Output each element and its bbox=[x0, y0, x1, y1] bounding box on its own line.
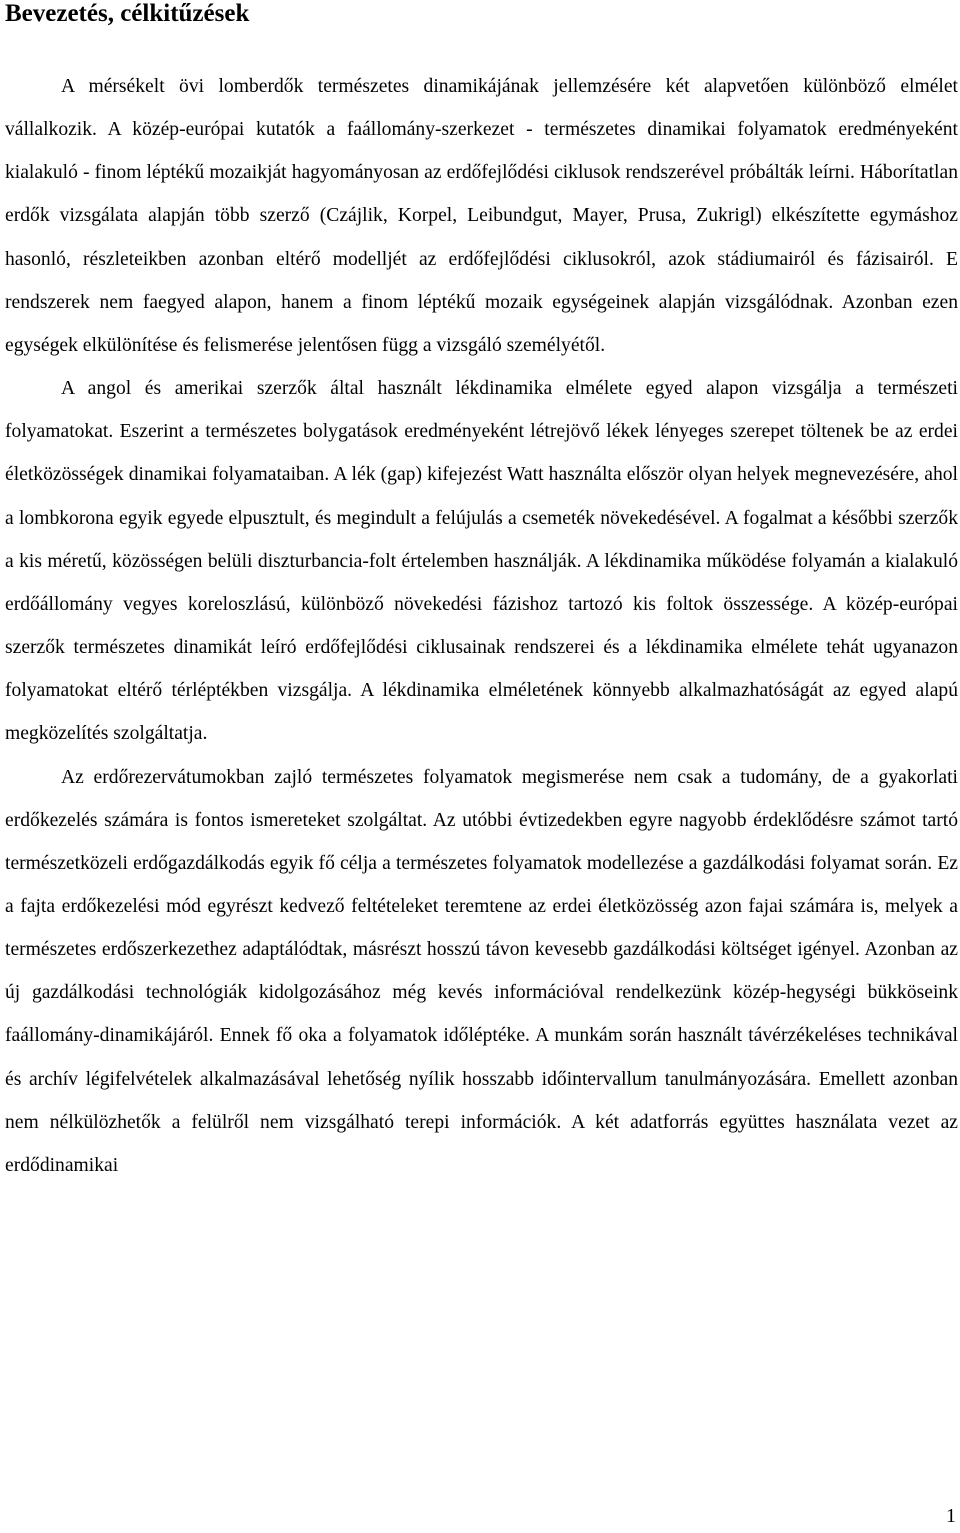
paragraph-forest-reserves: Az erdőrezervátumokban zajló természetes folyamatok megismerése nem csak a tudomány, de a gyakorlati erdőkezelés számára is fontos ismereteket szolgáltat. Az utóbbi évtizedekben egyre nagyobb érdeklődésre számot tartó természetközeli erdőgazdálkodás egyik fő célja a természetes folyamatok modellezése a gazdálkodási folyamat során. Ez a fajta erdőkezelési mód egyrészt kedvező feltételeket teremtene az erdei életközösség azon fajai számára is, melyek a természetes erdőszerkezethez adaptálódtak, másrészt hosszú távon kevesebb gazdálkodási költséget igényel. Azonban az új gazdálkodási technológiák kidolgozásához még kevés információval rendelkezünk közép-hegységi bükköseink faállomány-dinamikájáról. Ennek fő oka a folyamatok időléptéke. A munkám során használt távérzékeléses technikával és archív légifelvételek alkalmazásával lehetőség nyílik hosszabb időintervallum tanulmányozására. Emellett azonban nem nélkülözhetők a felülről nem vizsgálható terepi információk. A két adatforrás együttes használata vezet az erdődinamikai bbox=[5, 766, 958, 1176]
paragraph-intro-theories: A mérsékelt övi lomberdők természetes dinamikájának jellemzésére két alapvetően különböző elmélet vállalkozik. A közép-európai kutatók a faállomány-szerkezet - természetes dinamikai folyamatok eredményeként kialakuló - finom léptékű mozaikját hagyományosan az erdőfejlődési ciklusok rendszerével próbálták leírni. Háborítatlan erdők vizsgálata alapján több szerző (Czájlik, Korpel, Leibundgut, Mayer, Prusa, Zukrigl) elkészítette egymáshoz hasonló, részleteikben azonban eltérő modelljét az erdőfejlődési ciklusokról, azok stádiumairól és fázisairól. E rendszerek nem faegyed alapon, hanem a finom léptékű mozaik egységeinek alapján vizsgálódnak. Azonban ezen egységek elkülönítése és felismerése jelentősen függ a vizsgáló személyétől. bbox=[5, 76, 958, 356]
paragraph-gap-dynamics: A angol és amerikai szerzők által használt lékdinamika elmélete egyed alapon vizsgálja a természeti folyamatokat. Eszerint a természetes bolygatások eredményeként létrejövő lékek lényeges szerepet töltenek be az erdei életközösségek dinamikai folyamataiban. A lék (gap) kifejezést Watt használta először olyan helyek megnevezésére, ahol a lombkorona egyik egyede elpusztult, és megindult a felújulás a csemeték növekedésével. A fogalmat a későbbi szerzők a kis méretű, közösségen belüli diszturbancia-folt értelemben használják. A lékdinamika működése folyamán a kialakuló erdőállomány vegyes koreloszlású, különböző növekedési fázishoz tartozó kis foltok összessége. A közép-európai szerzők természetes dinamikát leíró erdőfejlődési ciklusainak rendszerei és a lékdinamika elmélete tehát ugyanazon folyamatokat eltérő térléptékben vizsgálja. A lékdinamika elméletének könnyebb alkalmazhatóságát az egyed alapú megközelítés szolgáltatja. bbox=[5, 378, 958, 745]
page-number: 1 bbox=[946, 1505, 956, 1527]
document-body bbox=[5, 65, 958, 1187]
section-heading: Bevezetés, célkitűzések bbox=[5, 0, 250, 27]
